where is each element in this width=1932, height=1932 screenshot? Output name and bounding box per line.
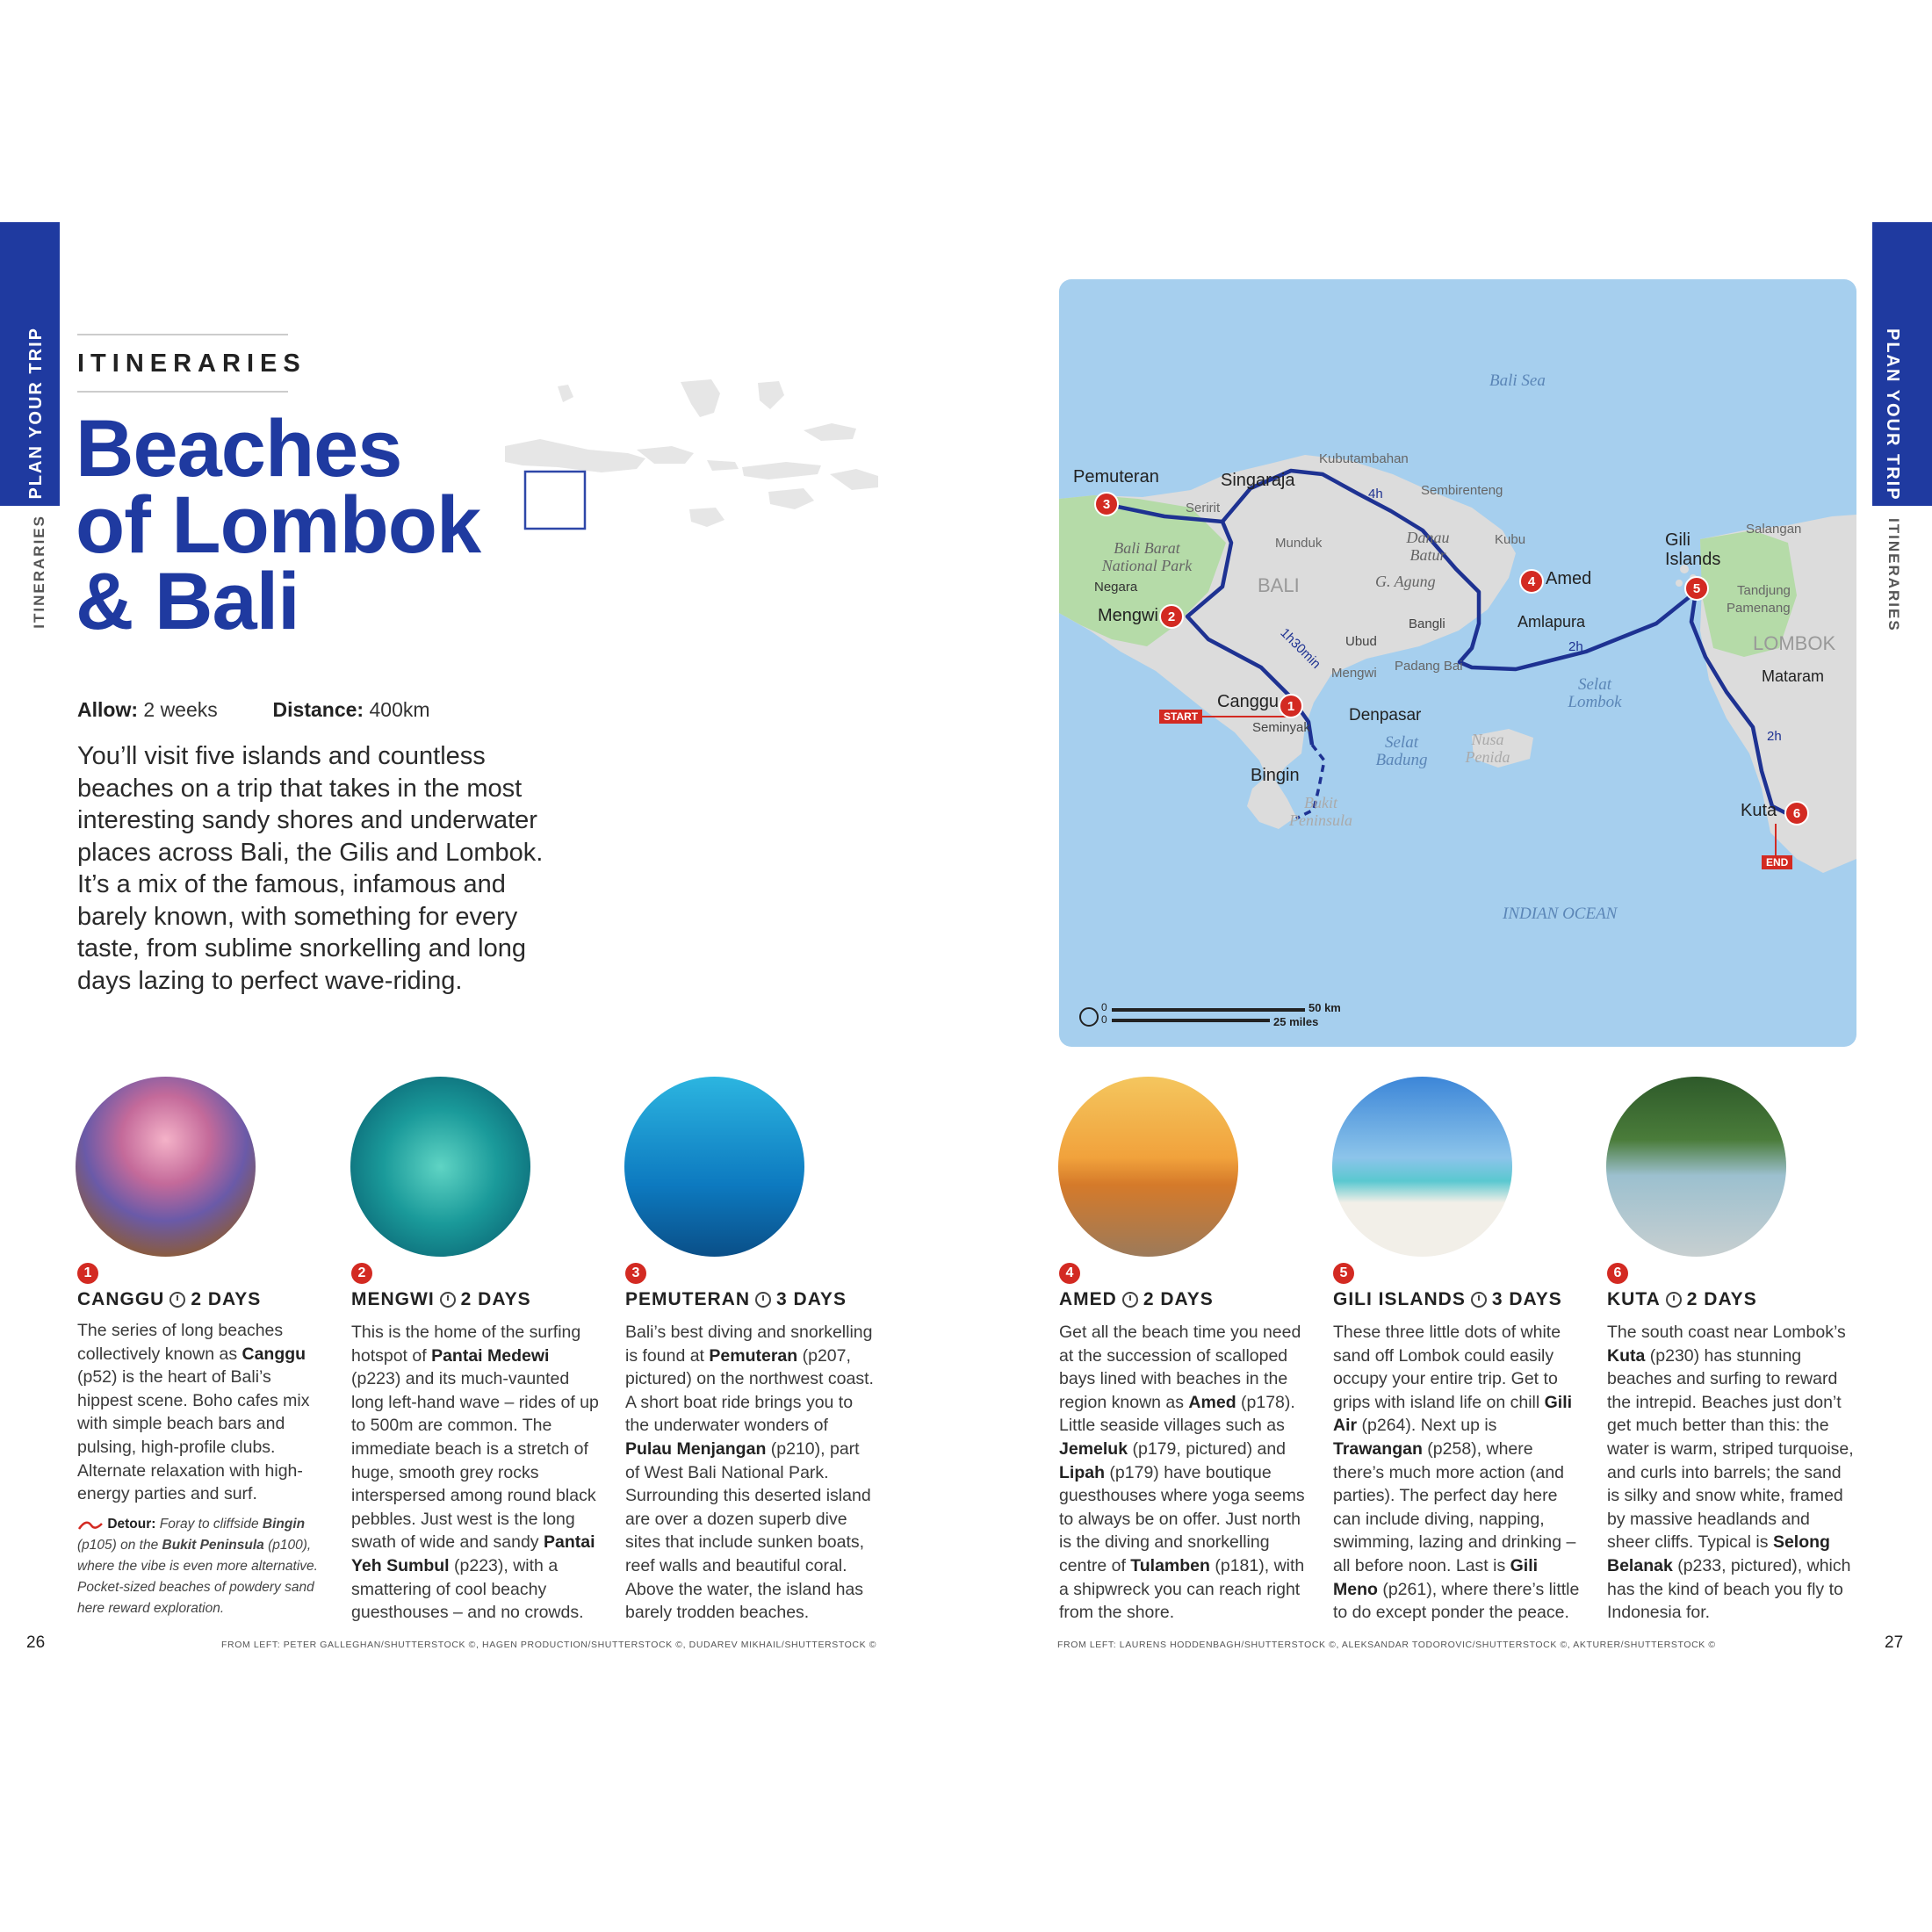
page-title: [76, 404, 481, 646]
emphasis-text: Pulau Menjangan: [625, 1438, 767, 1459]
clock-icon: [169, 1292, 185, 1308]
map-label-selat-badung: Selat Badung: [1375, 733, 1428, 769]
locator-map: [505, 378, 878, 571]
stop-name: CANGGU: [77, 1289, 165, 1309]
stop-name: MENGWI: [351, 1289, 435, 1309]
emphasis-text: Amed: [1188, 1392, 1236, 1412]
photo-credits-right: FROM LEFT: LAURENS HODDENBAGH/SHUTTERSTOCK ©, ALEKSANDAR TODOROVIC/SHUTTERSTOCK ©, AKTURER/SHUTTERSTOCK ©: [1057, 1640, 1716, 1650]
map-label-danau-batur: Danau Batur: [1406, 529, 1450, 564]
map-town-denpasar: Denpasar: [1349, 706, 1422, 724]
stop-heading-1: [77, 1289, 261, 1310]
locator-frame: [525, 472, 585, 529]
right-tab-label: PLAN YOUR TRIP: [1883, 328, 1902, 501]
map-scale-miles: 25 miles: [1273, 1015, 1319, 1028]
stop-days: 3 DAYS: [776, 1289, 847, 1309]
map-end-tag: END: [1762, 855, 1792, 869]
map-town-seminyak: Seminyak: [1252, 720, 1310, 735]
stop-number-6: 6: [1607, 1263, 1628, 1284]
map-town-ubud: Ubud: [1345, 634, 1377, 649]
clock-icon: [755, 1292, 771, 1308]
stop-text-5: These three little dots of white sand off Lombok could easily occupy your entire trip. Get to grips with island life on chill Gili Air (p264). Next up is Trawangan (p258), where there’s much more action (and parties). The perfect day here can include diving, napping, swimming, lazing and drinking – all before noon. Last is Gili Meno (p261), where there’s little to do except ponder the peace.: [1333, 1323, 1580, 1623]
left-tab-label: PLAN YOUR TRIP: [26, 327, 46, 500]
map-duration-2: 1h30min: [1277, 625, 1324, 672]
emphasis-text: Trawangan: [1333, 1438, 1423, 1459]
map-town-tandjung: Tandjung: [1737, 583, 1791, 598]
map-stop-6[interactable]: 6: [1784, 801, 1809, 825]
title-line-2: of Lombok: [76, 480, 481, 570]
stop-name: KUTA: [1607, 1289, 1661, 1309]
clock-icon: [1666, 1292, 1682, 1308]
map-town-mataram: Mataram: [1762, 667, 1825, 685]
emphasis-text: Lipah: [1059, 1462, 1105, 1482]
map-duration-1: 4h: [1368, 487, 1383, 501]
photo-credits-left: FROM LEFT: PETER GALLEGHAN/SHUTTERSTOCK ©, HAGEN PRODUCTION/SHUTTERSTOCK ©, DUDAREV MIKHAIL/SHUTTERSTOCK ©: [221, 1640, 877, 1650]
left-tab-sub: ITINERARIES: [31, 515, 47, 629]
stop-days: 3 DAYS: [1491, 1289, 1562, 1309]
allow-label: Allow:: [77, 698, 138, 721]
map-town-bangli: Bangli: [1409, 616, 1445, 631]
emphasis-text: Jemeluk: [1059, 1438, 1128, 1459]
page-number-left: 26: [26, 1633, 46, 1652]
stop-heading-5: [1333, 1289, 1562, 1310]
stop-text-6: The south coast near Lombok’s Kuta (p230) has stunning beaches and surfing to reward the intrepid. Beaches just don’t get much better than this: the water is warm, striped turquoise, and curls into barrels; the sand is silky and snow white, framed by massive headlands and sheer cliffs. Typical is Selong Belanak (p233, pictured), which has the kind of beach you fly to Indonesia for.: [1607, 1323, 1854, 1623]
stop-text-3: Bali’s best diving and snorkelling is found at Pemuteran (p207, pictured) on the northwest coast. A short boat ride brings you to the underwater wonders of Pulau Menjangan (p210), part of West Bali National Park. Surrounding this deserted island are over a dozen superb dive sites that include sunken boats, reef walls and beautiful coral. Above the water, the island has barely trodden beaches.: [625, 1323, 874, 1623]
map-label-nusa-penida: Nusa Penida: [1465, 731, 1510, 766]
photo-mengwi: [350, 1077, 530, 1257]
emphasis-text: Pemuteran: [709, 1345, 798, 1366]
detour-text: Foray to cliffside Bingin (p105) on the Bukit Peninsula (p100), where the vibe is even more alternative. Pocket-sized beaches of powdery sand here reward exploration.: [77, 1517, 318, 1616]
clock-icon: [1122, 1292, 1138, 1308]
map-town-mengwi: Mengwi: [1331, 666, 1377, 681]
kicker-rule-top: [77, 334, 288, 335]
photo-canggu: [76, 1077, 256, 1257]
distance-value: 400km: [369, 698, 430, 721]
map-duration-3: 2h: [1568, 639, 1583, 654]
emphasis-text: Gili Meno: [1333, 1555, 1539, 1599]
distance-label: Distance:: [272, 698, 364, 721]
detour-note: [77, 1514, 328, 1619]
map-label-bali: BALI: [1258, 574, 1300, 596]
map-detour-bingin: Bingin: [1251, 766, 1300, 785]
map-scale-km: 50 km: [1308, 1001, 1341, 1014]
stop-text-1: The series of long beaches collectively known as Canggu (p52) is the heart of Bali’s hippest scene. Boho cafes mix with simple beach bars and pulsing, high-profile clubs. Alternate relaxation with high-energy parties and surf.: [77, 1321, 310, 1504]
detour-icon: [77, 1518, 104, 1531]
stop-name: PEMUTERAN: [625, 1289, 751, 1309]
stop-number-2: 2: [351, 1263, 372, 1284]
map-stop-label-pemuteran: Pemuteran: [1073, 467, 1159, 487]
map-stop-5[interactable]: 5: [1684, 576, 1709, 601]
page-number-right: 27: [1885, 1633, 1904, 1652]
stop-number-5: 5: [1333, 1263, 1354, 1284]
map-town-pamenang: Pamenang: [1727, 601, 1791, 616]
map-label-lombok: LOMBOK: [1753, 632, 1836, 654]
emphasis-text: Canggu: [242, 1344, 306, 1364]
emphasis-text: Gili Air: [1333, 1392, 1573, 1436]
allow-value: 2 weeks: [143, 698, 218, 721]
map-label-selat-lombok: Selat Lombok: [1568, 675, 1622, 711]
map-duration-4: 2h: [1767, 729, 1782, 744]
map-stop-label-canggu: Canggu: [1217, 692, 1280, 711]
map-start-tag: START: [1159, 710, 1202, 724]
map-stop-label-gili: Gili Islands: [1665, 530, 1721, 569]
emphasis-text: Tulamben: [1130, 1555, 1210, 1575]
map-town-amlapura: Amlapura: [1517, 613, 1586, 631]
map-label-indian-ocean: INDIAN OCEAN: [1503, 905, 1618, 923]
photo-amed: [1058, 1077, 1238, 1257]
stop-number-1: 1: [77, 1263, 98, 1284]
stop-text-2: This is the home of the surfing hotspot of Pantai Medewi (p223) and its much-vaunted long left-hand wave – rides of up to 500m are common. The immediate beach is a stretch of huge, smooth grey rocks interspersed among round black pebbles. Just west is the long swath of wide and sandy Pantai Yeh Sumbul (p223), with a smattering of cool beachy guesthouses – and no crowds.: [351, 1323, 599, 1623]
emphasis-text: Pantai Medewi: [431, 1345, 550, 1366]
map-stop-label-mengwi: Mengwi: [1098, 606, 1158, 625]
stop-heading-3: [625, 1289, 847, 1310]
map-stop-2[interactable]: 2: [1159, 604, 1184, 629]
clock-icon: [1471, 1292, 1487, 1308]
map-town-padang-bai: Padang Bai: [1395, 659, 1463, 674]
title-line-3: & Bali: [76, 557, 299, 646]
map-label-bali-sea: Bali Sea: [1489, 371, 1546, 390]
clock-icon: [440, 1292, 456, 1308]
map-town-negara: Negara: [1094, 580, 1138, 595]
emphasis-text: Bingin: [262, 1517, 306, 1532]
trip-meta: [77, 698, 430, 722]
emphasis-text: Selong Belanak: [1607, 1532, 1830, 1575]
stop-number-3: 3: [625, 1263, 646, 1284]
emphasis-text: Kuta: [1607, 1345, 1646, 1366]
map-label-bali-barat: Bali Barat National Park: [1101, 539, 1193, 574]
map-stop-label-amed: Amed: [1546, 569, 1592, 588]
right-tab-sub: ITINERARIES: [1885, 518, 1902, 632]
map-label-g-agung: G. Agung: [1375, 573, 1436, 590]
map-town-singaraja: Singaraja: [1221, 471, 1295, 490]
stop-name: GILI ISLANDS: [1333, 1289, 1466, 1309]
map-town-seririt: Seririt: [1186, 501, 1221, 515]
map-stop-3[interactable]: 3: [1094, 492, 1119, 516]
map-stop-1[interactable]: 1: [1279, 694, 1303, 718]
map-town-kubu: Kubu: [1495, 532, 1526, 547]
map-label-bukit: Bukit Peninsula: [1289, 794, 1352, 829]
map-scale-zero-km: 0: [1101, 1001, 1107, 1013]
map-scale-zero-mi: 0: [1101, 1013, 1107, 1026]
stop-days: 2 DAYS: [191, 1289, 262, 1309]
map-town-salangan: Salangan: [1746, 522, 1802, 537]
stop-days: 2 DAYS: [1143, 1289, 1214, 1309]
map-stop-4[interactable]: 4: [1519, 569, 1544, 594]
title-line-1: Beaches: [76, 404, 402, 494]
stop-text-4: Get all the beach time you need at the succession of scalloped bays lined with beaches in the region known as Amed (p178). Little seaside villages such as Jemeluk (p179, pictured) and Lipah (p179) have boutique guesthouses where yoga seems to always be on offer. Just north is the diving and snorkelling centre of Tulamben (p181), with a shipwreck you can reach right from the shore.: [1059, 1323, 1305, 1623]
stop-days: 2 DAYS: [460, 1289, 531, 1309]
stop-number-4: 4: [1059, 1263, 1080, 1284]
photo-gili: [1332, 1077, 1512, 1257]
stop-heading-6: [1607, 1289, 1757, 1310]
emphasis-text: Bukit Peninsula: [162, 1538, 264, 1553]
emphasis-text: Pantai Yeh Sumbul: [351, 1532, 595, 1575]
route-map: [1059, 279, 1856, 1047]
photo-kuta: [1606, 1077, 1786, 1257]
intro-paragraph: You’ll visit five islands and countless beaches on a trip that takes in the most interesting sandy shores and underwater places across Bali, the Gilis and Lombok. It’s a mix of the famous, infamous and barely known, with something for every taste, from sublime snorkelling and long days lazing to perfect wave-riding.: [77, 742, 544, 995]
stop-days: 2 DAYS: [1686, 1289, 1757, 1309]
map-town-sembirenteng: Sembirenteng: [1421, 483, 1503, 498]
section-kicker: ITINERARIES: [77, 350, 306, 378]
detour-label: Detour:: [107, 1517, 156, 1532]
stop-heading-2: [351, 1289, 531, 1310]
map-stop-label-kuta: Kuta: [1741, 801, 1777, 820]
stop-heading-4: [1059, 1289, 1214, 1310]
stop-name: AMED: [1059, 1289, 1117, 1309]
map-town-kubutambahan: Kubutambahan: [1319, 451, 1409, 466]
kicker-rule-bottom: [77, 391, 288, 393]
photo-pemuteran: [624, 1077, 804, 1257]
map-town-munduk: Munduk: [1275, 536, 1323, 551]
